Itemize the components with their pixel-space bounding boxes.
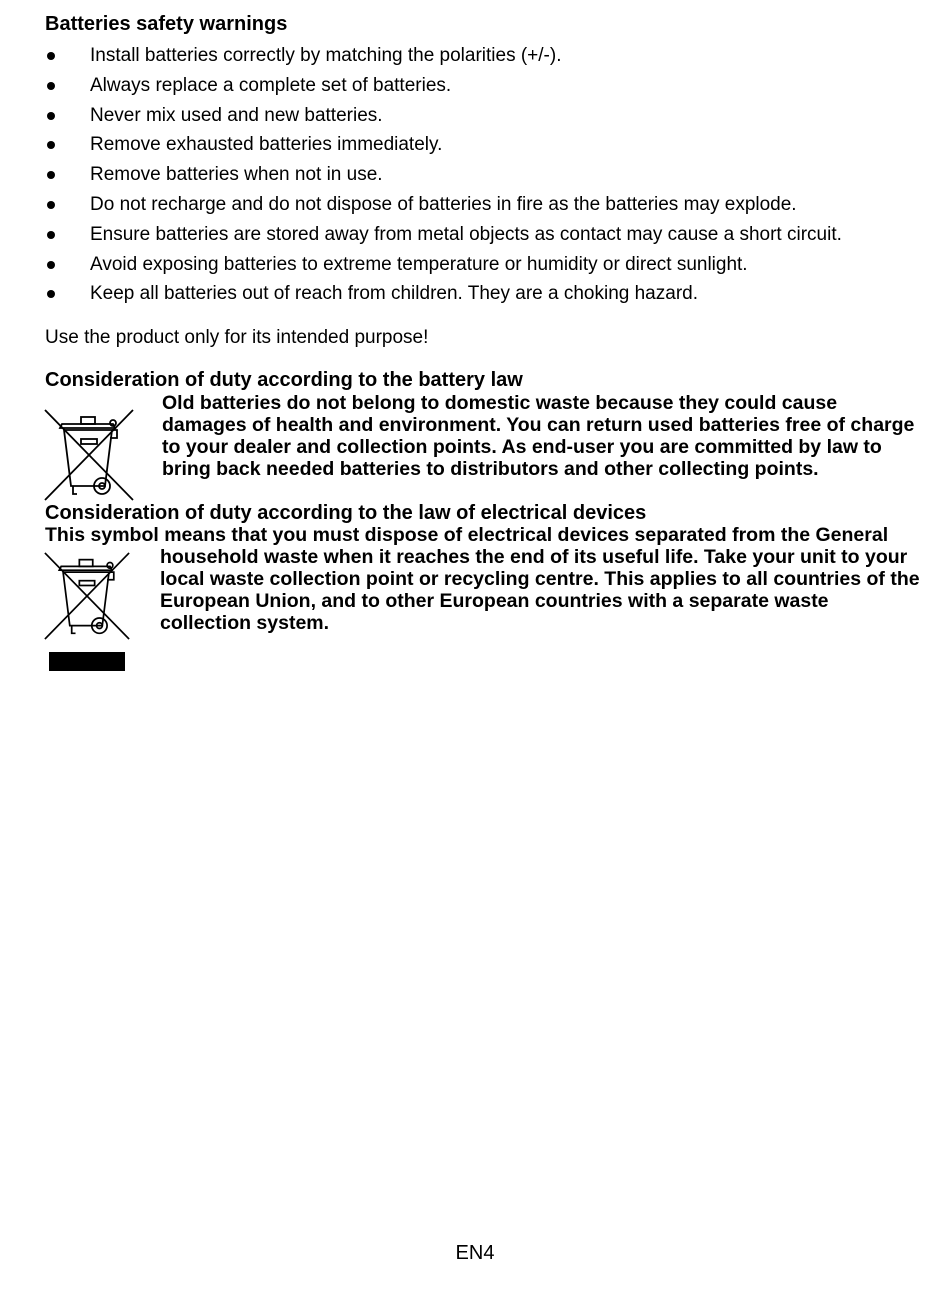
warning-text: Ensure batteries are stored away from metal objects as contact may cause a short circuit.	[90, 223, 842, 245]
intended-purpose-note: Use the product only for its intended purpose!	[45, 327, 429, 348]
warning-text: Keep all batteries out of reach from children. They are a choking hazard.	[90, 283, 698, 305]
list-item	[45, 281, 925, 311]
electrical-law-text-first-line: This symbol means that you must dispose of electrical devices separated from the General	[45, 524, 889, 546]
safety-warning-list	[45, 43, 925, 311]
warning-text: Never mix used and new batteries.	[90, 104, 383, 126]
warning-text: Install batteries correctly by matching the polarities (+/-).	[90, 45, 562, 66]
bullet-icon	[47, 290, 55, 298]
bullet-icon	[47, 141, 55, 149]
bullet-icon	[47, 201, 55, 209]
battery-law-heading: Consideration of duty according to the battery law	[45, 369, 523, 391]
crossed-out-wheelie-bin-icon	[43, 550, 131, 642]
list-item	[45, 252, 925, 282]
list-item	[45, 222, 925, 252]
battery-law-text: Old batteries do not belong to domestic waste because they could cause damages of health and environment. You can return used batteries free of charge to your dealer and collection points. As end-user you are committed by law to bring back needed batteries to distributors and other collecting points.	[162, 392, 915, 480]
electrical-law-heading: Consideration of duty according to the law of electrical devices	[45, 502, 647, 524]
warning-text: Avoid exposing batteries to extreme temperature or humidity or direct sunlight.	[90, 253, 748, 275]
bullet-icon	[47, 52, 55, 60]
list-item	[45, 73, 925, 103]
list-item	[45, 192, 925, 222]
warning-text: Remove batteries when not in use.	[90, 164, 383, 186]
page-number: EN4	[455, 1242, 495, 1264]
list-item	[45, 103, 925, 133]
list-item	[45, 132, 925, 162]
warning-text: Do not recharge and do not dispose of batteries in fire as the batteries may explode.	[90, 193, 797, 215]
crossed-out-wheelie-bin-icon	[43, 408, 135, 502]
bullet-icon	[47, 231, 55, 239]
safety-heading: Batteries safety warnings	[45, 13, 288, 35]
bullet-icon	[47, 261, 55, 269]
warning-text: Always replace a complete set of batteries.	[90, 74, 452, 96]
bullet-icon	[47, 171, 55, 179]
list-item	[45, 162, 925, 192]
black-bar-symbol	[49, 652, 125, 671]
warning-text: Remove exhausted batteries immediately.	[90, 134, 443, 156]
electrical-law-text: household waste when it reaches the end of its useful life. Take your unit to your local waste collection point or recycling centre. This applies to all countries of the European Union, and to other European countries with a separate waste collection system.	[160, 546, 920, 634]
bullet-icon	[47, 112, 55, 120]
list-item	[45, 43, 925, 73]
bullet-icon	[47, 82, 55, 90]
